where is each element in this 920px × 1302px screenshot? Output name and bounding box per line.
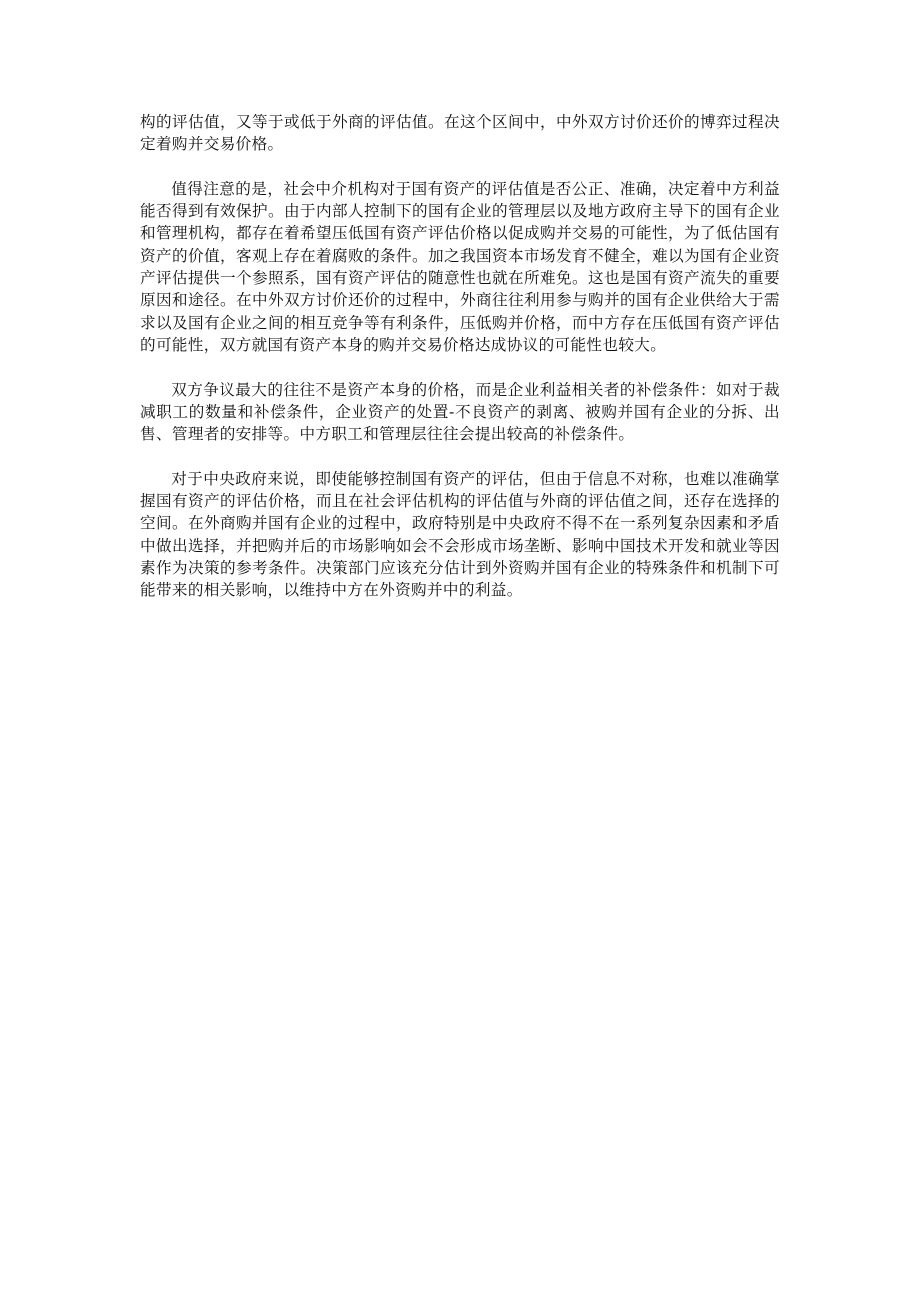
document-body [140,111,780,624]
paragraph-4: 对于中央政府来说，即使能够控制国有资产的评估，但由于信息不对称，也难以准确掌握国有资产的评估价格，而且在社会评估机构的评估值与外商的评估值之间，还存在选择的空间。在外商购并国有企业的过程中，政府特别是中央政府不得不在一系列复杂因素和矛盾中做出选择，并把购并后的市场影响如会不会形成市场垄断、影响中国技术开发和就业等因素作为决策的参考条件。决策部门应该充分估计到外资购并国有企业的特殊条件和机制下可能带来的相关影响，以维持中方在外资购并中的利益。 [140,469,780,600]
paragraph-3: 双方争议最大的往往不是资产本身的价格，而是企业利益相关者的补偿条件：如对于裁减职工的数量和补偿条件，企业资产的处置-不良资产的剥离、被购并国有企业的分拆、出售、管理者的安排等。中方职工和管理层往往会提出较高的补偿条件。 [140,380,780,444]
paragraph-2: 值得注意的是，社会中介机构对于国有资产的评估值是否公正、准确，决定着中方利益能否得到有效保护。由于内部人控制下的国有企业的管理层以及地方政府主导下的国有企业和管理机构，都存在着希望压低国有资产评估价格以促成购并交易的可能性，为了低估国有资产的价值，客观上存在着腐败的条件。加之我国资本市场发育不健全，难以为国有企业资产评估提供一个参照系，国有资产评估的随意性也就在所难免。这也是国有资产流失的重要原因和途径。在中外双方讨价还价的过程中，外商往往利用参与购并的国有企业供给大于需求以及国有企业之间的相互竞争等有利条件，压低购并价格，而中方存在压低国有资产评估的可能性，双方就国有资产本身的购并交易价格达成协议的可能性也较大。 [140,179,780,354]
paragraph-1: 构的评估值，又等于或低于外商的评估值。在这个区间中，中外双方讨价还价的博弈过程决定着购并交易价格。 [140,113,780,154]
